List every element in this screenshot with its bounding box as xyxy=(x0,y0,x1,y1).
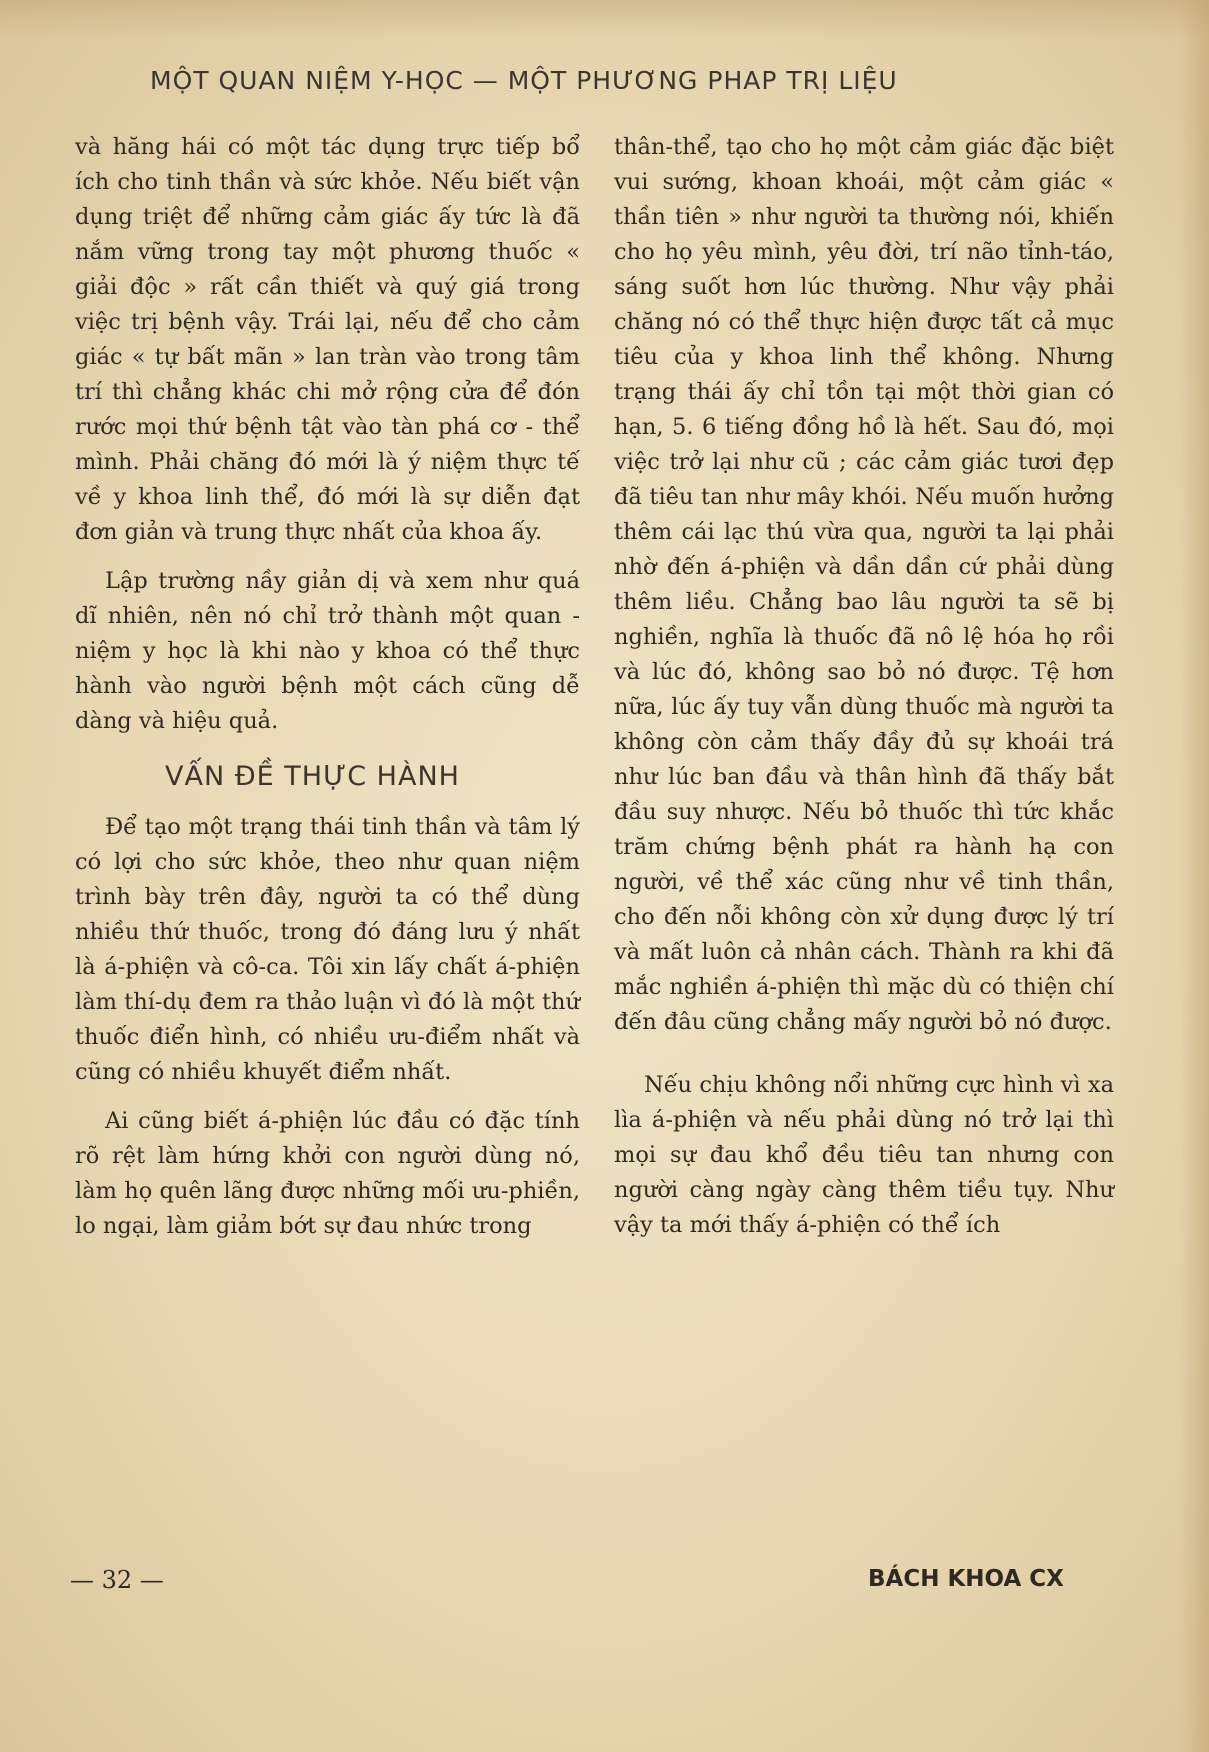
page-number: — 32 — xyxy=(70,1566,164,1594)
publication-name: BÁCH KHOA CX xyxy=(868,1566,1064,1592)
left-column xyxy=(75,130,580,1244)
right-paragraph-1: thân-thể, tạo cho họ một cảm giác đặc biệt vui sướng, khoan khoái, một cảm giác « thần tiên » như người ta thường nói, khiến cho họ yêu mình, yêu đời, trí não tỉnh-táo, sáng suốt hơn lúc thường. Như vậy phải chăng nó có thể thực hiện được tất cả mục tiêu của y khoa linh thể không. Nhưng trạng thái ấy chỉ tồn tại một thời gian có hạn, 5. 6 tiếng đồng hồ là hết. Sau đó, mọi việc trở lại như cũ ; các cảm giác tươi đẹp đã tiêu tan như mây khói. Nếu muốn hưởng thêm cái lạc thú vừa qua, người ta lại phải nhờ đến á-phiện và dần dần cứ phải dùng thêm liều. Chẳng bao lâu người ta sẽ bị nghiền, nghĩa là thuốc đã nô lệ hóa họ rồi và lúc đó, không sao bỏ nó được. Tệ hơn nữa, lúc ấy tuy vẫn dùng thuốc mà người ta không còn cảm thấy đầy đủ sự khoái trá như lúc ban đầu và thân hình đã thấy bắt đầu suy nhược. Nếu bỏ thuốc thì tức khắc trăm chứng bệnh phát ra hành hạ con người, về thể xác cũng như về tinh thần, cho đến nỗi không còn xử dụng được lý trí và mất luôn cả nhân cách. Thành ra khi đã mắc nghiền á-phiện thì mặc dù có thiện chí đến đâu cũng chẳng mấy người bỏ nó được. xyxy=(614,134,1114,1035)
running-header: MỘT QUAN NIỆM Y-HỌC — MỘT PHƯƠNG PHAP TRỊ LIỆU xyxy=(150,66,898,95)
left-paragraph-1: và hăng hái có một tác dụng trực tiếp bổ ích cho tinh thần và sức khỏe. Nếu biết vận dụng triệt để những cảm giác ấy tức là đã nắm vững trong tay một phương thuốc « giải độc » rất cần thiết và quý giá trong việc trị bệnh vậy. Trái lại, nếu để cho cảm giác « tự bất mãn » lan tràn vào trong tâm trí thì chẳng khác chi mở rộng cửa để đón rước mọi thứ bệnh tật vào tàn phá cơ - thể mình. Phải chăng đó mới là ý niệm thực tế về y khoa linh thể, đó mới là sự diễn đạt đơn giản và trung thực nhất của khoa ấy. xyxy=(75,134,580,545)
paper-edge-right xyxy=(1179,0,1209,1752)
left-paragraph-2: Lập trường nầy giản dị và xem như quá dĩ nhiên, nên nó chỉ trở thành một quan - niệm y học là khi nào y khoa có thể thực hành vào người bệnh một cách cũng dễ dàng và hiệu quả. xyxy=(75,568,580,734)
paper-edge-top xyxy=(0,0,1209,40)
right-paragraph-2: Nếu chịu không nổi những cực hình vì xa lìa á-phiện và nếu phải dùng nó trở lại thì mọi sự đau khổ đều tiêu tan nhưng con người càng ngày càng thêm tiều tụy. Như vậy ta mới thấy á-phiện có thể ích xyxy=(614,1072,1114,1238)
left-paragraph-4: Ai cũng biết á-phiện lúc đầu có đặc tính rõ rệt làm hứng khởi con người dùng nó, làm họ quên lãng được những mối ưu-phiền, lo ngại, làm giảm bớt sự đau nhức trong xyxy=(75,1108,580,1239)
section-heading: VẤN ĐỀ THỰC HÀNH xyxy=(165,761,460,792)
right-column xyxy=(614,130,1114,1243)
left-paragraph-3: Để tạo một trạng thái tinh thần và tâm lý có lợi cho sức khỏe, theo như quan niệm trình bày trên đây, người ta có thể dùng nhiều thứ thuốc, trong đó đáng lưu ý nhất là á-phiện và cô-ca. Tôi xin lấy chất á-phiện làm thí-dụ đem ra thảo luận vì đó là một thứ thuốc điển hình, có nhiều ưu-điểm nhất và cũng có nhiều khuyết điểm nhất. xyxy=(75,814,580,1085)
